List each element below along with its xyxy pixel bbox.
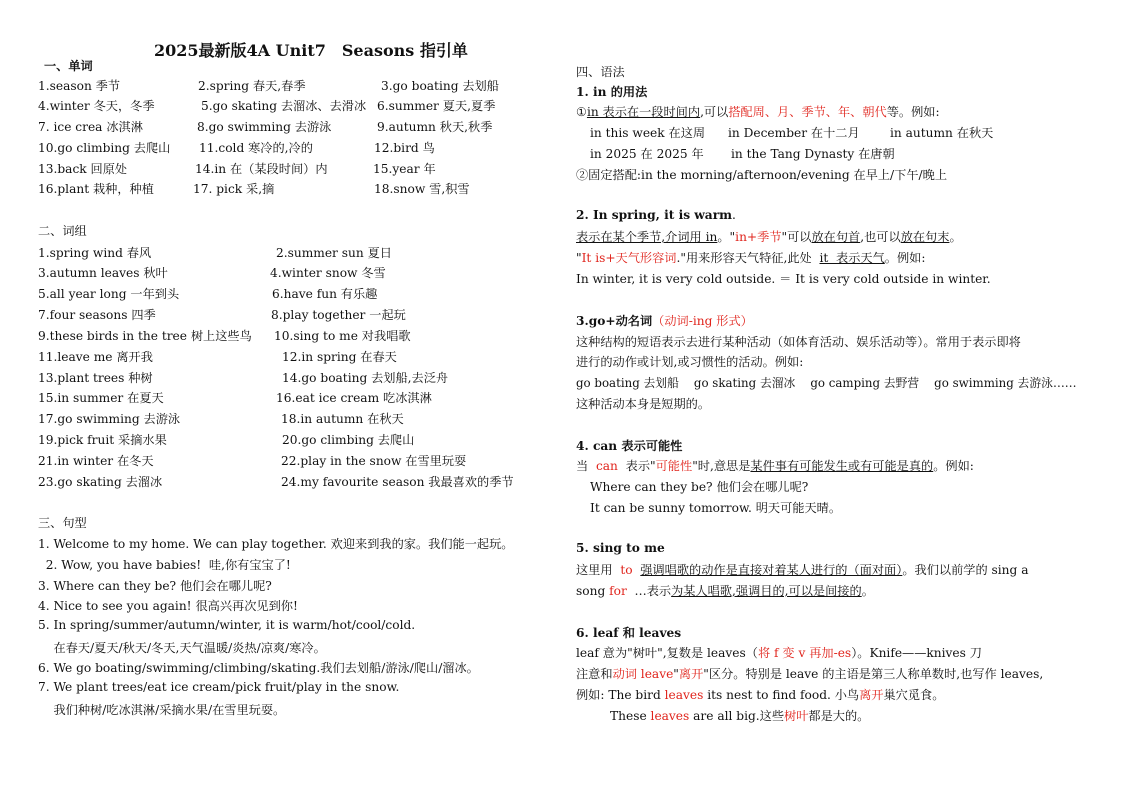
phrase-item: 15.in summer 在夏天 [38, 391, 164, 405]
grammar-2-line-3: In winter, it is very cold outside. ＝ It is very cold outside in winter. [576, 272, 991, 286]
sentences-heading: 三、句型 [38, 516, 87, 530]
vocab-item: 3.go boating 去划船 [381, 79, 499, 93]
sentence-line: 3. Where can they be? 他们会在哪儿呢? [38, 579, 272, 593]
sentence-line: 5. In spring/summer/autumn/winter, it is warm/hot/cool/cold. [38, 618, 416, 632]
phrase-item: 19.pick fruit 采摘水果 [38, 433, 167, 447]
vocab-item: 2.spring 春天,春季 [198, 79, 306, 93]
grammar-3-title: 3.go+动名词（动词-ing 形式） [576, 314, 753, 328]
grammar-6-line-1: leaf 意为"树叶",复数是 leaves（将 f 变 v 再加-es）。Knife——knives 刀 [576, 646, 982, 660]
vocab-item: 17. pick 采,摘 [193, 182, 275, 196]
vocab-item: 6.summer 夏天,夏季 [377, 99, 496, 113]
sentence-line: 7. We plant trees/eat ice cream/pick fruit/play in the snow. [38, 680, 400, 694]
example: in December 在十二月 [728, 126, 860, 140]
example: in 2025 在 2025 年 [590, 147, 704, 161]
grammar-3-line-3: go boating 去划船 go skating 去溜冰 go camping 去野营 go swimming 去游泳…… [576, 376, 1077, 390]
grammar-3-line-2: 进行的动作或计划,或习惯性的活动。例如: [576, 355, 804, 369]
vocab-item: 9.autumn 秋天,秋季 [377, 120, 493, 134]
vocab-item: 15.year 年 [373, 162, 436, 176]
phrase-item: 22.play in the snow 在雪里玩耍 [281, 454, 467, 468]
grammar-4-line-2: Where can they be? 他们会在哪儿呢? [590, 480, 809, 494]
grammar-1-line-1: ①in 表示在一段时间内,可以搭配周、月、季节、年、朝代等。例如: [576, 105, 940, 119]
vocab-item: 14.in 在（某段时间）内 [195, 162, 328, 176]
sentence-line: 6. We go boating/swimming/climbing/skating.我们去划船/游泳/爬山/溜冰。 [38, 661, 479, 675]
vocab-item: 13.back 回原处 [38, 162, 128, 176]
phrase-item: 8.play together 一起玩 [271, 308, 406, 322]
phrase-item: 21.in winter 在冬天 [38, 454, 154, 468]
vocab-item: 5.go skating 去溜冰、去滑冰 [201, 99, 367, 113]
vocab-item: 10.go climbing 去爬山 [38, 141, 171, 155]
vocab-item: 12.bird 鸟 [374, 141, 435, 155]
grammar-2-line-1: 表示在某个季节,介词用 in。"in+季节"可以放在句首,也可以放在句末。 [576, 230, 962, 244]
phrase-item: 12.in spring 在春天 [282, 350, 397, 364]
example: in autumn 在秋天 [890, 126, 994, 140]
grammar-6-line-2: 注意和动词 leave"离开"区分。特别是 leave 的主语是第三人称单数时,也写作 leaves, [576, 667, 1044, 681]
phrase-item: 9.these birds in the tree 树上这些鸟 [38, 329, 252, 343]
phrase-item: 13.plant trees 种树 [38, 371, 153, 385]
grammar-3-line-1: 这种结构的短语表示去进行某种活动（如体育活动、娱乐活动等）。常用于表示即将 [576, 335, 1021, 349]
phrase-item: 20.go climbing 去爬山 [282, 433, 415, 447]
phrase-item: 1.spring wind 春风 [38, 246, 152, 260]
phrase-item: 2.summer sun 夏日 [276, 246, 392, 260]
phrase-item: 5.all year long 一年到头 [38, 287, 180, 301]
grammar-1-title: 1. in 的用法 [576, 85, 648, 99]
phrase-item: 24.my favourite season 我最喜欢的季节 [281, 475, 514, 489]
phrase-item: 11.leave me 离开我 [38, 350, 153, 364]
vocab-item: 7. ice crea 冰淇淋 [38, 120, 143, 134]
phrase-item: 16.eat ice cream 吃冰淇淋 [276, 391, 432, 405]
phrase-item: 7.four seasons 四季 [38, 308, 156, 322]
grammar-4-line-1: 当 can 表示"可能性"时,意思是某件事有可能发生或有可能是真的。例如: [576, 459, 974, 473]
grammar-2-title: 2. In spring, it is warm. [576, 208, 736, 222]
grammar-2-line-2: "It is+天气形容词."用来形容天气特征,此处 it 表示天气。例如: [576, 251, 926, 265]
grammar-5-line-2: song for …表示为某人唱歌,强调目的,可以是间接的。 [576, 584, 874, 598]
grammar-6-line-3: 例如: The bird leaves its nest to find food. 小鸟离开巢穴觅食。 [576, 688, 945, 702]
vocab-item: 8.go swimming 去游泳 [197, 120, 332, 134]
phrase-item: 14.go boating 去划船,去泛舟 [282, 371, 449, 385]
phrase-item: 3.autumn leaves 秋叶 [38, 266, 168, 280]
phrase-item: 6.have fun 有乐趣 [272, 287, 378, 301]
vocab-item: 4.winter 冬天，冬季 [38, 99, 155, 113]
grammar-1-line-4: ②固定搭配:in the morning/afternoon/evening 在早上/下午/晚上 [576, 168, 948, 182]
sentence-line: 4. Nice to see you again! 很高兴再次见到你! [38, 599, 298, 613]
grammar-6-line-4: These leaves are all big.这些树叶都是大的。 [610, 709, 870, 723]
sentence-line: 我们种树/吃冰淇淋/采摘水果/在雪里玩耍。 [38, 703, 286, 717]
grammar-4-line-3: It can be sunny tomorrow. 明天可能天晴。 [590, 501, 842, 515]
grammar-3-line-4: 这种活动本身是短期的。 [576, 397, 711, 411]
grammar-5-line-1: 这里用 to 强调唱歌的动作是直接对着某人进行的（面对面）。我们以前学的 sing a [576, 563, 1029, 577]
phrase-item: 18.in autumn 在秋天 [281, 412, 404, 426]
phrase-item: 10.sing to me 对我唱歌 [274, 329, 411, 343]
grammar-5-title: 5. sing to me [576, 541, 665, 555]
sentence-line: 在春天/夏天/秋天/冬天,天气温暖/炎热/凉爽/寒冷。 [38, 641, 326, 655]
sentence-line: 2. Wow, you have babies! 哇,你有宝宝了! [38, 558, 291, 572]
vocab-item: 16.plant 栽种，种植 [38, 182, 154, 196]
vocab-item: 11.cold 寒冷的,冷的 [199, 141, 313, 155]
sentence-line: 1. Welcome to my home. We can play together. 欢迎来到我的家。我们能一起玩。 [38, 537, 514, 551]
vocab-item: 18.snow 雪,积雪 [374, 182, 470, 196]
grammar-heading: 四、语法 [576, 65, 625, 79]
page-title: 2025最新版4A Unit7 Seasons 指引单 [154, 41, 468, 60]
phrase-item: 17.go swimming 去游泳 [38, 412, 181, 426]
grammar-6-title: 6. leaf 和 leaves [576, 626, 682, 640]
phrase-item: 4.winter snow 冬雪 [270, 266, 386, 280]
vocab-heading: 一、单词 [44, 59, 93, 73]
example: in this week 在这周 [590, 126, 706, 140]
phrases-heading: 二、词组 [38, 224, 87, 238]
vocab-item: 1.season 季节 [38, 79, 121, 93]
phrase-item: 23.go skating 去溜冰 [38, 475, 163, 489]
grammar-4-title: 4. can 表示可能性 [576, 439, 683, 453]
example: in the Tang Dynasty 在唐朝 [731, 147, 895, 161]
